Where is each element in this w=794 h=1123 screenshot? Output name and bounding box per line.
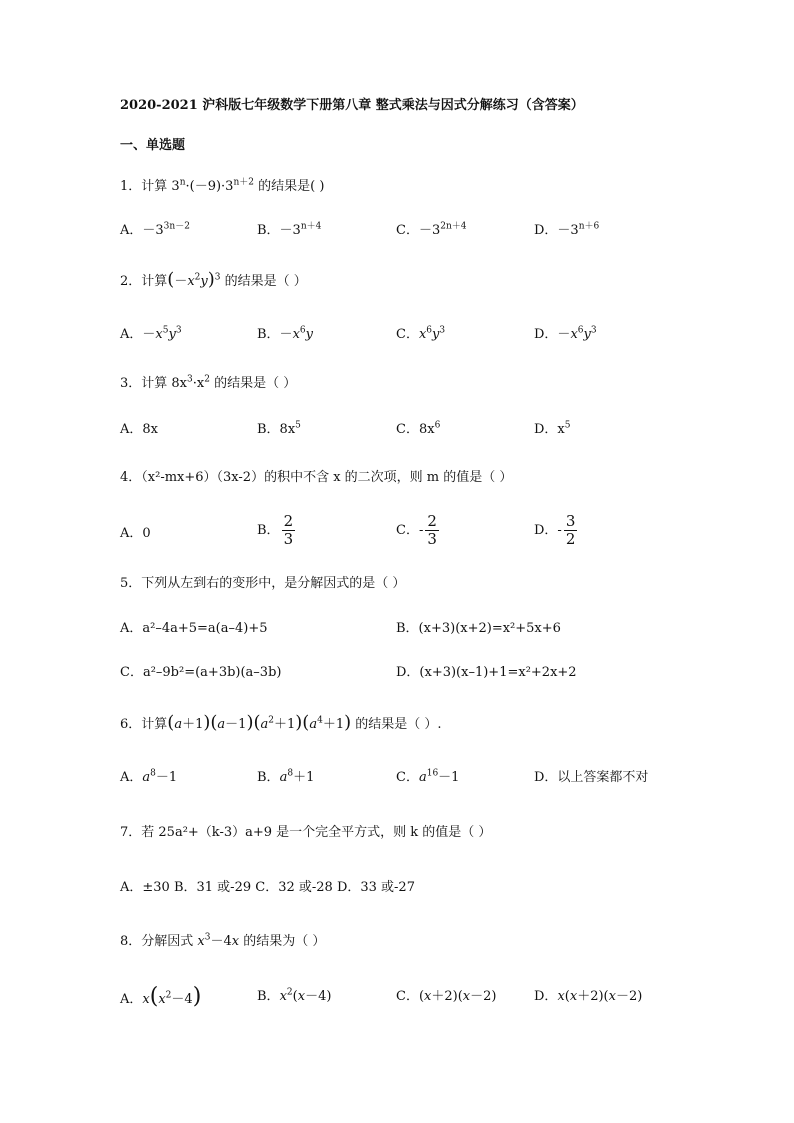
q6-option-c: C．$a^{16}-1$ xyxy=(396,768,460,785)
question-8: 8．分解因式 $x^3-4x$ 的结果为（ ） xyxy=(120,932,326,949)
question-4: 4．（x²-mx+6）（3x-2）的积中不含 x 的二次项，则 m 的值是（ ） xyxy=(120,470,513,485)
q3-option-d: D．$x^5$ xyxy=(534,420,571,437)
question-5: 5．下列从左到右的变形中，是分解因式的是（ ） xyxy=(120,576,406,591)
question-3: 3．计算 $8x^3\cdot x^2$ 的结果是（ ） xyxy=(120,374,297,391)
question-2: 2．计算$(-x^2y)^3$ 的结果是（ ） xyxy=(120,269,307,290)
q3-option-c: C．$8x^6$ xyxy=(396,420,441,437)
q6-option-a: A．$a^8-1$ xyxy=(120,768,178,785)
q2-option-b: B．$-x^6y$ xyxy=(257,325,313,342)
q8-option-d: D．x(x＋2)(x－2) xyxy=(534,989,643,1004)
q6-option-b: B．$a^8+1$ xyxy=(257,768,315,785)
q8-option-a: A．$x(x^2-4)$ xyxy=(120,984,202,1009)
section-heading: 一、单选题 xyxy=(120,138,186,153)
q5-option-c: C．a²–9b²=(a+3b)(a–3b) xyxy=(120,665,282,680)
q5-option-b: B．(x+3)(x+2)=x²+5x+6 xyxy=(396,621,561,636)
q4-option-d: D．- $\frac{3}{2}$ xyxy=(534,512,576,548)
question-7: 7．若 25a²+（k-3）a+9 是一个完全平方式，则 k 的值是（ ） xyxy=(120,825,492,840)
q2-option-a: A．$-x^5y^3$ xyxy=(120,325,182,342)
q2-option-c: C．$x^6y^3$ xyxy=(396,325,446,342)
q1-option-a: A．$-3^{3n-2}$ xyxy=(120,221,190,238)
q4-option-a: A．0 xyxy=(120,526,151,541)
q8-option-b: B．$x^2(x-4)$ xyxy=(257,987,332,1004)
q4-option-c: C．- $\frac{2}{3}$ xyxy=(396,512,437,548)
q1-option-b: B．$-3^{n+4}$ xyxy=(257,221,322,238)
q3-option-a: A．8x xyxy=(120,422,158,437)
q1-option-d: D．$-3^{n+6}$ xyxy=(534,221,600,238)
document-title: 2020-2021 沪科版七年级数学下册第八章 整式乘法与因式分解练习（含答案） xyxy=(120,98,584,113)
question-6: 6．计算$(a+1)(a-1)(a^2+1)(a^4+1)$ 的结果是（ ）. xyxy=(120,712,442,733)
q7-options: A．±30 B．31 或-29 C．32 或-28 D．33 或-27 xyxy=(120,880,415,895)
q6-option-d: D．以上答案都不对 xyxy=(534,770,649,785)
q2-option-d: D．$-x^6y^3$ xyxy=(534,325,597,342)
question-1: 1．计算 $3^n\cdot(-9)\cdot 3^{n+2}$ 的结果是( ) xyxy=(120,177,325,194)
q5-option-a: A．a²–4a+5=a(a–4)+5 xyxy=(120,621,268,636)
q1-option-c: C．$-3^{2n+4}$ xyxy=(396,221,467,238)
q8-option-c: C．(x＋2)(x－2) xyxy=(396,989,497,1004)
q5-option-d: D．(x+3)(x–1)+1=x²+2x+2 xyxy=(396,665,577,680)
q4-option-b: B． $\frac{2}{3}$ xyxy=(257,512,294,548)
q3-option-b: B．$8x^5$ xyxy=(257,420,301,437)
